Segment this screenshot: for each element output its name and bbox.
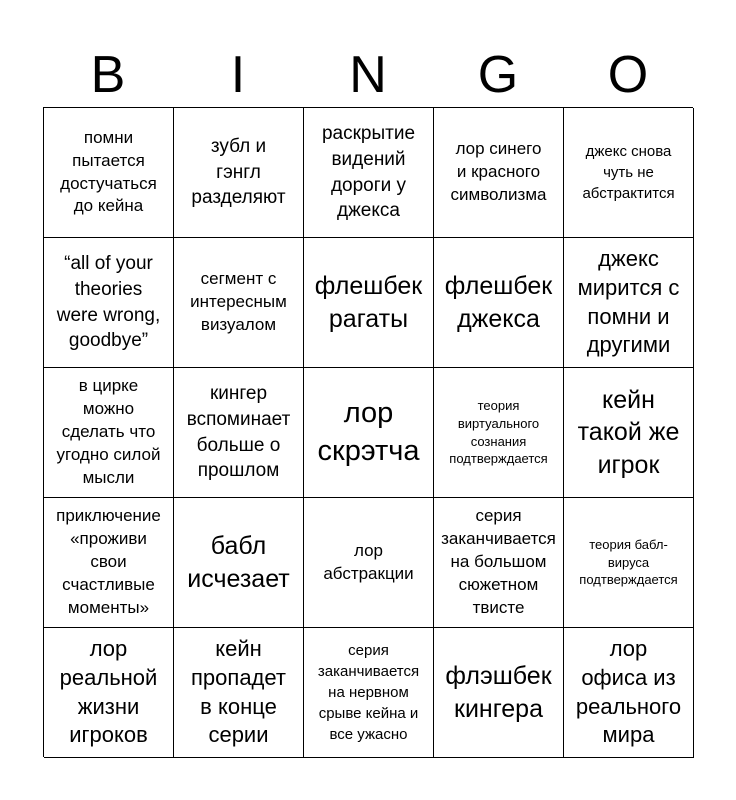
bingo-cell[interactable] <box>304 628 434 758</box>
bingo-cell[interactable] <box>174 498 304 628</box>
bingo-cell[interactable] <box>44 238 174 368</box>
bingo-cell[interactable] <box>174 368 304 498</box>
bingo-board <box>43 107 693 757</box>
bingo-cell[interactable] <box>434 108 564 238</box>
bingo-cell[interactable] <box>434 628 564 758</box>
bingo-cell[interactable] <box>174 238 304 368</box>
bingo-cell[interactable] <box>564 498 694 628</box>
bingo-cell-text: лор синего и красного символизма <box>450 139 547 204</box>
bingo-cell[interactable] <box>44 628 174 758</box>
bingo-cell-text: сегмент с интересным визуалом <box>190 269 287 334</box>
bingo-cell-text: джекс мирится с помни и другими <box>577 246 680 358</box>
bingo-cell[interactable] <box>304 498 434 628</box>
bingo-cell-text: кейн такой же игрок <box>577 385 680 479</box>
header-letter-b: B <box>90 46 126 104</box>
header-letter-g: G <box>477 46 519 104</box>
bingo-cell[interactable] <box>304 108 434 238</box>
bingo-cell-text: “all of your theories were wrong, goodbye” <box>56 253 161 352</box>
bingo-cell-text: бабл исчезает <box>187 532 290 593</box>
bingo-cell[interactable] <box>44 368 174 498</box>
bingo-cell-text: серия заканчивается на большом сюжетном твисте <box>441 506 556 617</box>
bingo-cell-text: кингер вспоминает больше о прошлом <box>186 383 291 482</box>
bingo-cell-text: раскрытие видений дороги у джекса <box>321 123 416 222</box>
bingo-cell-text: помни пытается достучаться до кейна <box>60 127 157 216</box>
bingo-cell-text: в цирке можно сделать что угодно силой мысли <box>56 376 161 487</box>
bingo-cell-text: теория бабл- вируса подтверждается <box>579 537 678 588</box>
bingo-cell[interactable] <box>434 368 564 498</box>
bingo-cell[interactable] <box>564 628 694 758</box>
bingo-cell-text: приключение «проживи свои счастливые моменты» <box>56 506 161 617</box>
bingo-cell-text: лор скрэтча <box>317 396 420 467</box>
bingo-cell[interactable] <box>174 628 304 758</box>
bingo-cell-text: теория виртуального сознания подтверждается <box>449 398 548 467</box>
bingo-cell[interactable] <box>304 238 434 368</box>
header-letter-i: I <box>230 46 246 104</box>
bingo-cell-text: серия заканчивается на нервном срыве кейна и все ужасно <box>317 642 420 743</box>
bingo-cell[interactable] <box>44 108 174 238</box>
bingo-header <box>43 40 693 108</box>
bingo-cell-text: флэшбек кингера <box>445 662 552 723</box>
bingo-cell[interactable] <box>174 108 304 238</box>
bingo-cell-text: джекс снова чуть не абстрактится <box>582 143 675 202</box>
bingo-cell-text: лор реальной жизни игроков <box>59 636 158 748</box>
bingo-cell-text: флешбек джекса <box>444 272 553 333</box>
bingo-cell[interactable] <box>44 498 174 628</box>
bingo-cell[interactable] <box>434 238 564 368</box>
bingo-cell[interactable] <box>564 108 694 238</box>
bingo-cell[interactable] <box>564 368 694 498</box>
bingo-cell-text: лор офиса из реального мира <box>575 636 682 748</box>
bingo-cell-text: лор абстракции <box>323 540 414 583</box>
header-letter-n: N <box>349 46 387 104</box>
bingo-cell-text: зубл и гэнгл разделяют <box>191 136 286 209</box>
header-letter-o: O <box>607 46 649 104</box>
bingo-cell[interactable] <box>304 368 434 498</box>
bingo-cell[interactable] <box>564 238 694 368</box>
bingo-cell-text: кейн пропадет в конце серии <box>191 636 286 748</box>
bingo-cell[interactable] <box>434 498 564 628</box>
bingo-cell-text: флешбек рагаты <box>314 272 423 333</box>
